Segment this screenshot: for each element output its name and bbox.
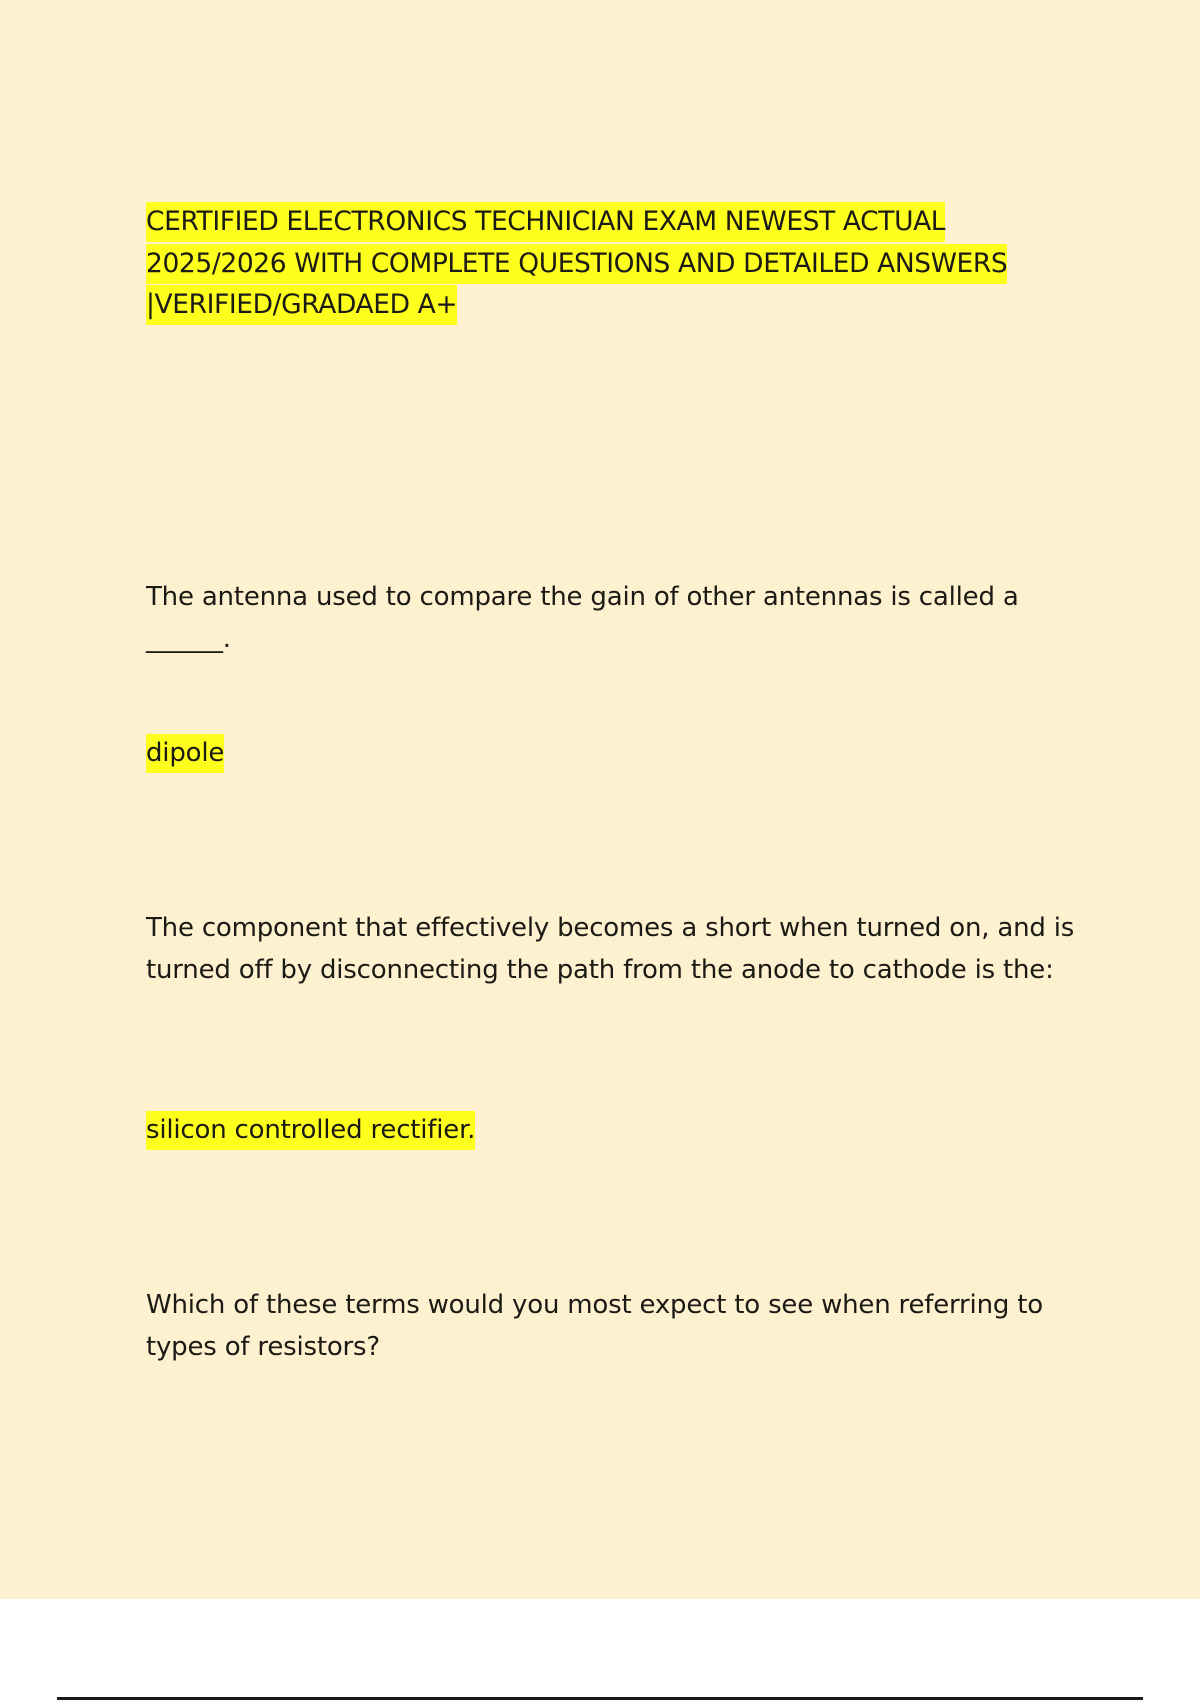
document-title xyxy=(146,201,1066,326)
answer-1 xyxy=(146,732,1106,774)
answer-2 xyxy=(146,1109,1106,1151)
answer-1-highlight: dipole xyxy=(146,734,224,773)
answer-2-highlight: silicon controlled rectifier. xyxy=(146,1111,475,1150)
question-3: Which of these terms would you most expect to see when referring to types of resistors? xyxy=(146,1290,1043,1362)
question-2: The component that effectively becomes a short when turned on, and is turned off by disconnecting the path from the anode to cathode is the: xyxy=(146,913,1075,985)
title-highlight: CERTIFIED ELECTRONICS TECHNICIAN EXAM NEWEST ACTUAL 2025/2026 WITH COMPLETE QUESTIONS AND DETAILED ANSWERS |VERIFIED/GRADAED A+ xyxy=(146,202,1007,325)
question-1: The antenna used to compare the gain of other antennas is called a ______. xyxy=(146,582,1019,654)
